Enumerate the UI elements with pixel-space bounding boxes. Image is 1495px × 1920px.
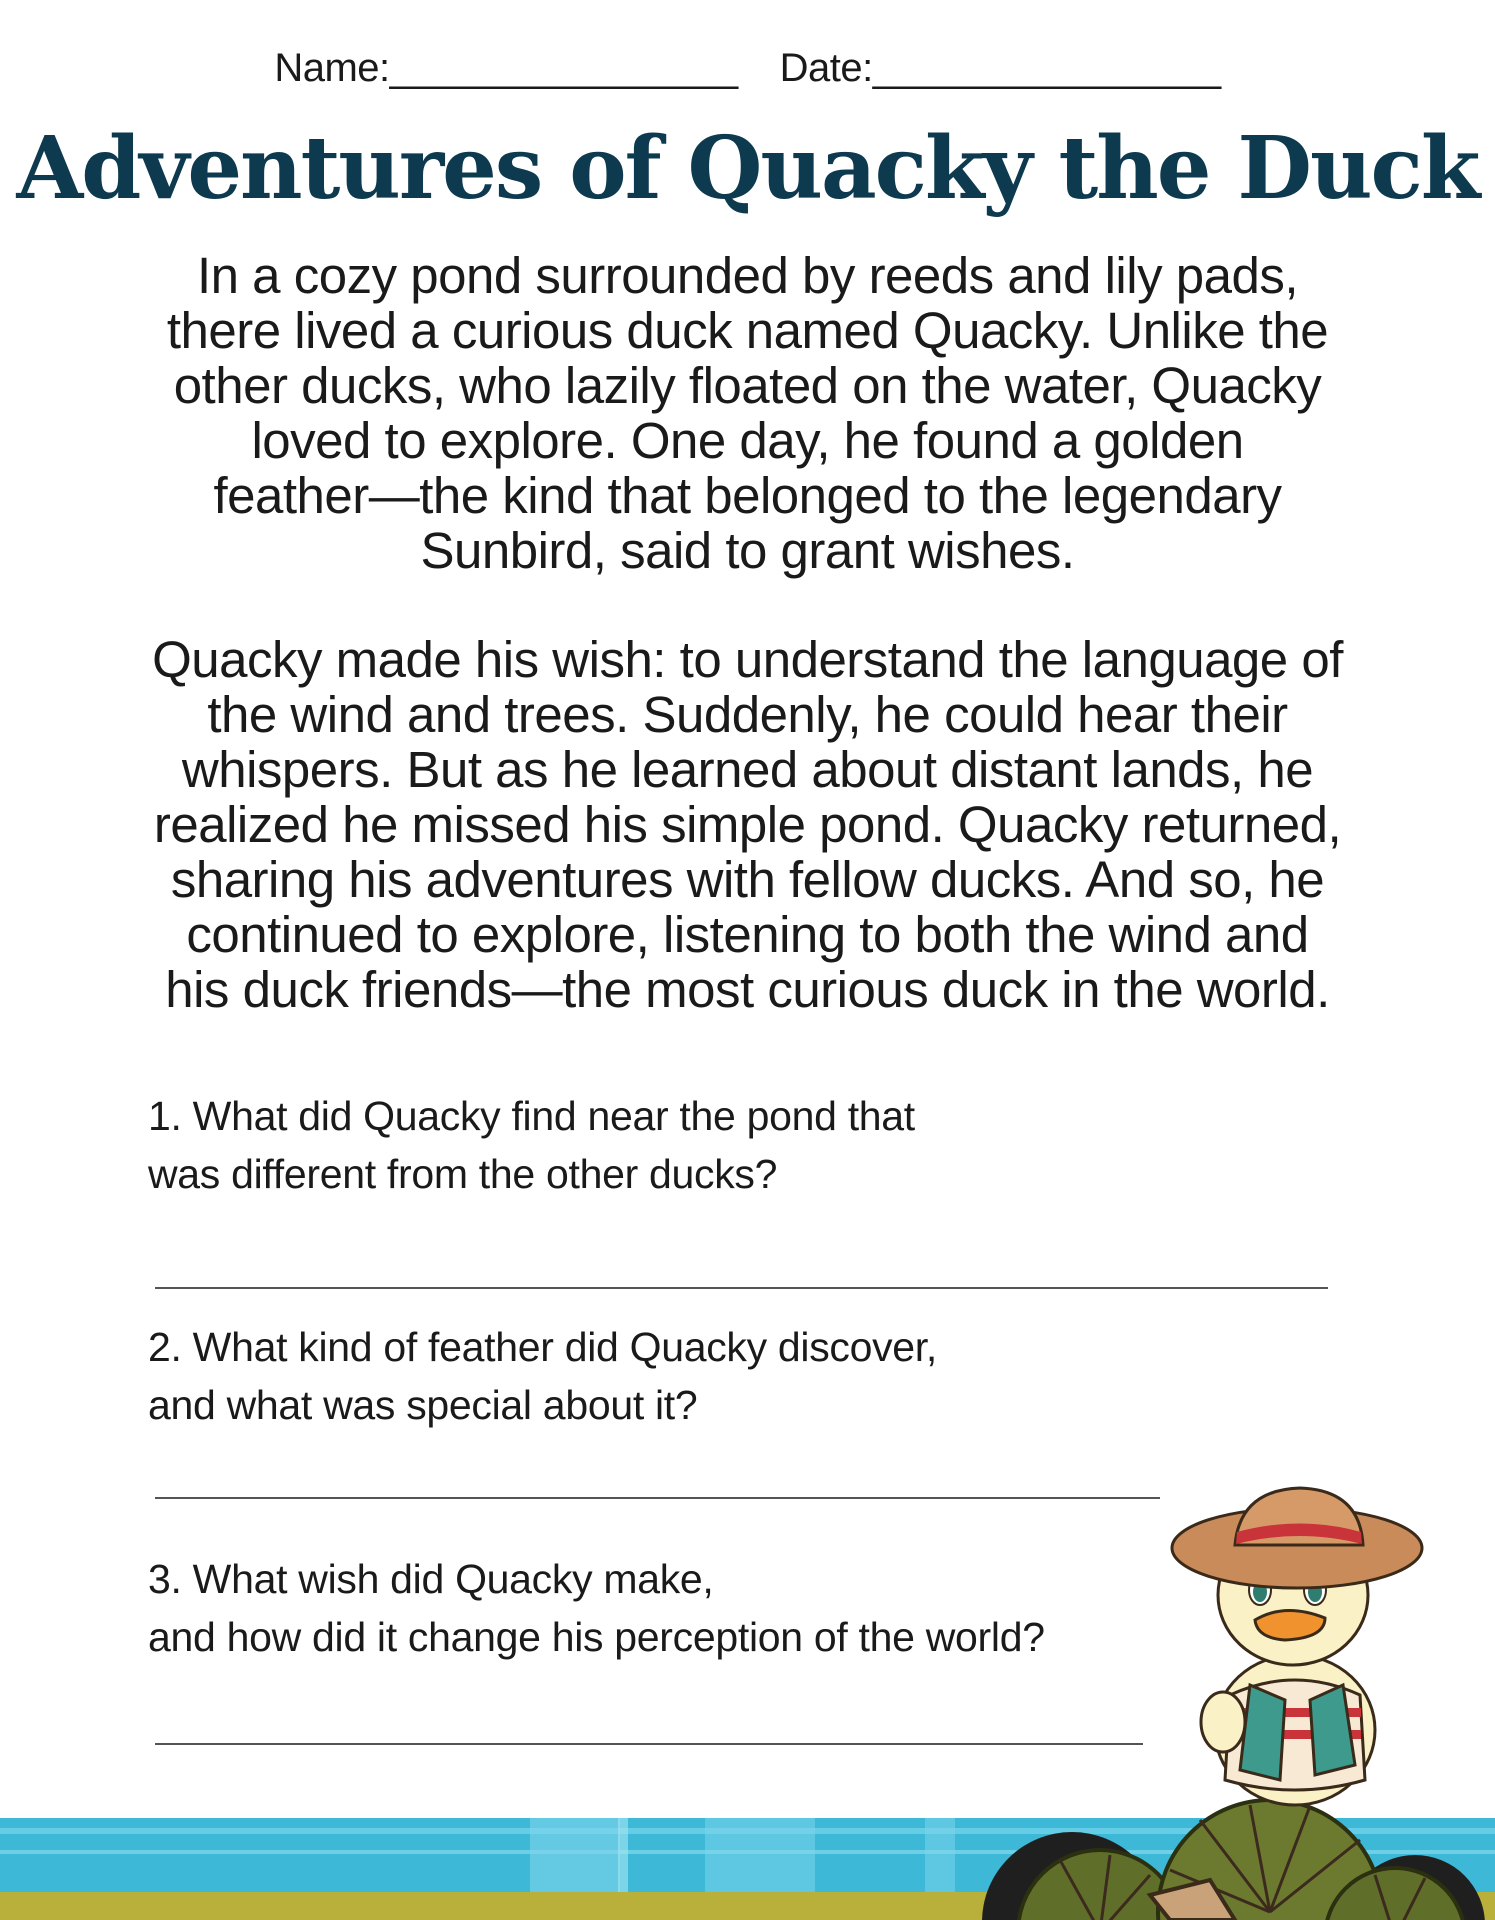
question-line: 1. What did Quacky find near the pond that: [148, 1093, 915, 1139]
question-2: [148, 1318, 937, 1434]
story-line: Quacky made his wish: to understand the language of: [152, 631, 1343, 688]
story-line: the wind and trees. Suddenly, he could hear their: [207, 686, 1288, 743]
question-line: was different from the other ducks?: [148, 1151, 778, 1197]
question-line: 3. What wish did Quacky make,: [148, 1556, 714, 1602]
story-paragraph-2: [95, 632, 1400, 1017]
story-line: continued to explore, listening to both the wind and: [186, 906, 1309, 963]
question-line: and how did it change his perception of the world?: [148, 1614, 1045, 1660]
question-3: [148, 1550, 1045, 1666]
date-field[interactable]: Date:________________: [779, 46, 1221, 90]
story-line: whispers. But as he learned about distant lands, he: [181, 741, 1314, 798]
water-reflection: [530, 1818, 620, 1892]
story-line: In a cozy pond surrounded by reeds and lily pads,: [196, 247, 1299, 304]
water-reflection: [925, 1818, 955, 1892]
story-line: loved to explore. One day, he found a golden: [251, 412, 1244, 469]
answer-line-1[interactable]: [155, 1287, 1328, 1289]
story-line: sharing his adventures with fellow ducks. And so, he: [170, 851, 1325, 908]
story-line: Sunbird, said to grant wishes.: [420, 522, 1075, 579]
page-title: Adventures of Quacky the Duck: [16, 118, 1479, 219]
question-line: 2. What kind of feather did Quacky discover,: [148, 1324, 937, 1370]
name-field[interactable]: Name:________________: [274, 46, 738, 90]
story-paragraph-1: [95, 248, 1400, 578]
story-line: his duck friends—the most curious duck in the world.: [165, 961, 1330, 1018]
duck-explorer-illustration: [1165, 1480, 1425, 1820]
question-line: and what was special about it?: [148, 1382, 698, 1428]
water-reflection: [705, 1818, 815, 1892]
story-line: there lived a curious duck named Quacky. Unlike the: [166, 302, 1329, 359]
duck-wing: [1201, 1692, 1245, 1752]
story-line: realized he missed his simple pond. Quacky returned,: [153, 796, 1342, 853]
answer-line-2[interactable]: [155, 1497, 1160, 1499]
water-reflection: [618, 1818, 628, 1892]
story-line: feather—the kind that belonged to the legendary: [213, 467, 1282, 524]
question-1: [148, 1087, 915, 1203]
story-line: other ducks, who lazily floated on the water, Quacky: [173, 357, 1322, 414]
header-row: [0, 46, 1495, 91]
